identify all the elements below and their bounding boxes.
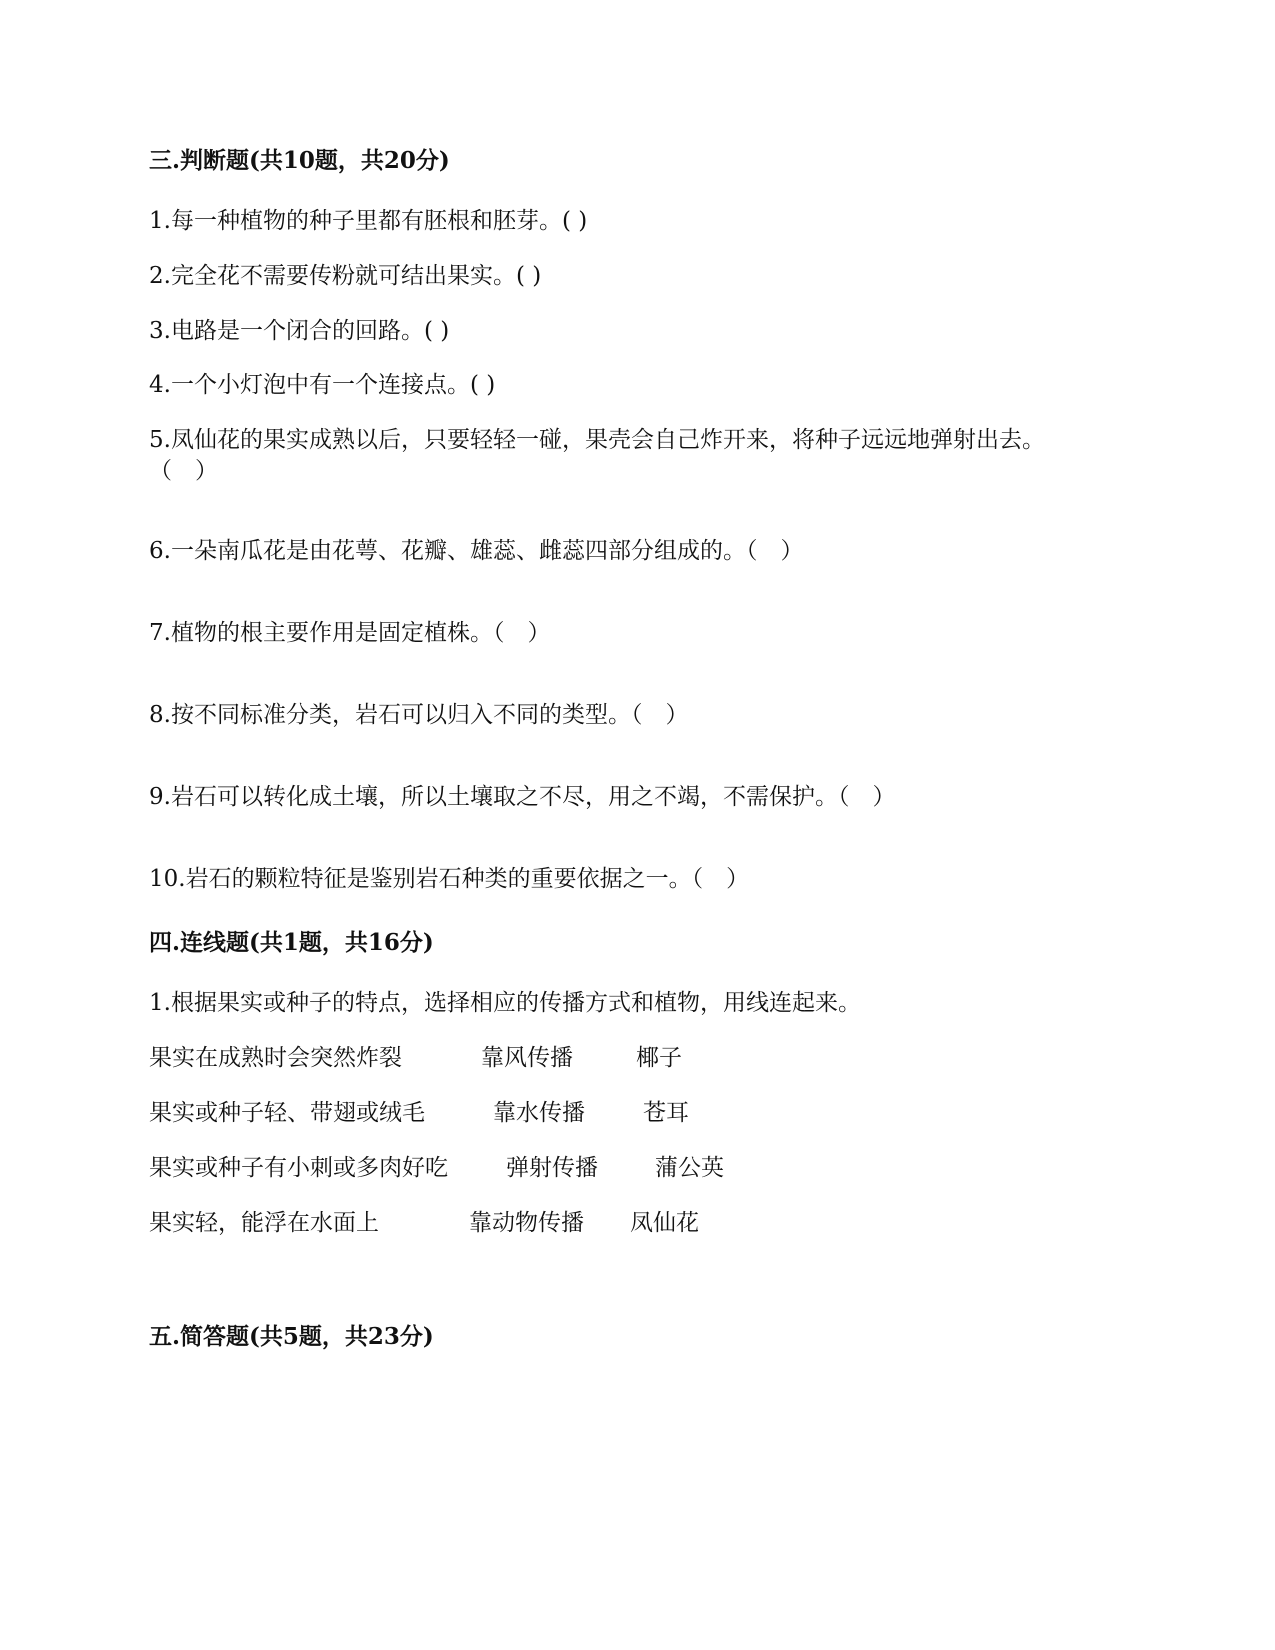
true-false-question-4: 4.一个小灯泡中有一个连接点。( ) — [149, 372, 496, 398]
true-false-question-8: 8.按不同标准分类，岩石可以归入不同的类型。（ ） — [149, 702, 689, 728]
matching-plant-2: 苍耳 — [643, 1100, 689, 1126]
true-false-question-2: 2.完全花不需要传粉就可结出果实。( ) — [149, 263, 542, 289]
true-false-question-5: 5.凤仙花的果实成熟以后，只要轻轻一碰，果壳会自己炸开来，将种子远远地弹射出去。 — [149, 427, 1045, 453]
true-false-question-10: 10.岩石的颗粒特征是鉴别岩石种类的重要依据之一。（ ） — [149, 866, 750, 892]
true-false-question-3: 3.电路是一个闭合的回路。( ) — [149, 318, 450, 344]
section-3-heading: 三.判断题(共10题，共20分) — [149, 147, 450, 174]
true-false-question-5-answer-bracket: （ ） — [149, 458, 218, 484]
true-false-question-7: 7.植物的根主要作用是固定植株。（ ） — [149, 620, 551, 646]
matching-method-4: 靠动物传播 — [469, 1210, 584, 1236]
section-4-heading: 四.连线题(共1题，共16分) — [149, 929, 434, 956]
true-false-question-6: 6.一朵南瓜花是由花萼、花瓣、雄蕊、雌蕊四部分组成的。（ ） — [149, 538, 804, 564]
section-5-heading: 五.简答题(共5题，共23分) — [149, 1323, 434, 1350]
matching-question-1: 1.根据果实或种子的特点，选择相应的传播方式和植物，用线连起来。 — [149, 990, 861, 1016]
matching-plant-4: 凤仙花 — [630, 1210, 699, 1236]
matching-method-3: 弹射传播 — [506, 1155, 598, 1181]
matching-feature-2: 果实或种子轻、带翅或绒毛 — [149, 1100, 425, 1126]
matching-plant-1: 椰子 — [636, 1045, 682, 1071]
true-false-question-9: 9.岩石可以转化成土壤，所以土壤取之不尽，用之不竭，不需保护。（ ） — [149, 784, 896, 810]
matching-method-2: 靠水传播 — [493, 1100, 585, 1126]
matching-feature-4: 果实轻，能浮在水面上 — [149, 1210, 379, 1236]
matching-feature-3: 果实或种子有小刺或多肉好吃 — [149, 1155, 448, 1181]
true-false-question-1: 1.每一种植物的种子里都有胚根和胚芽。( ) — [149, 208, 588, 234]
matching-feature-1: 果实在成熟时会突然炸裂 — [149, 1045, 402, 1071]
matching-method-1: 靠风传播 — [481, 1045, 573, 1071]
matching-plant-3: 蒲公英 — [655, 1155, 724, 1181]
